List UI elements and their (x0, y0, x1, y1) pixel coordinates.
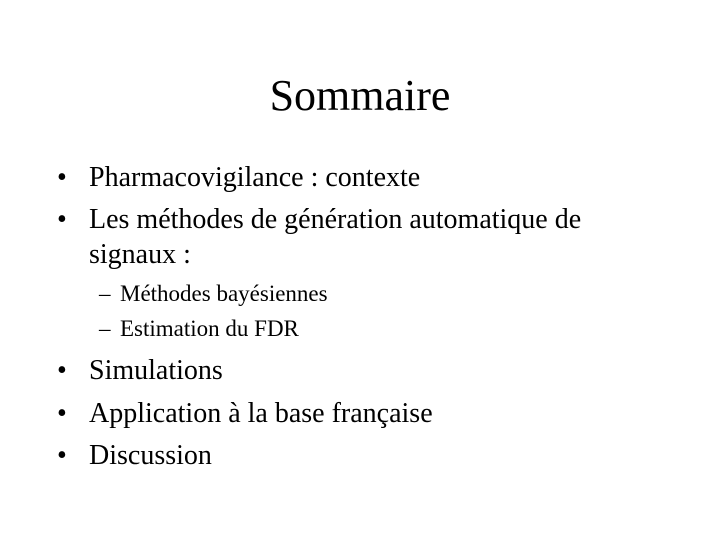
bullet-item-application (57, 396, 677, 431)
bullet-item-simulations (57, 353, 677, 388)
bullet-icon: • (57, 162, 67, 193)
bullet-text: Simulations (89, 355, 223, 386)
bullet-item-methodes (57, 202, 657, 272)
dash-icon: – (99, 281, 111, 306)
bullet-item-discussion (57, 438, 677, 473)
bullet-text: Pharmacovigilance : contexte (89, 162, 421, 193)
bullet-icon: • (57, 440, 67, 471)
bullet-item-pharmacovigilance (57, 160, 677, 195)
bullet-text: Application à la base française (89, 398, 433, 429)
sub-item-fdr (99, 314, 659, 344)
bullet-icon: • (57, 355, 67, 386)
bullet-icon: • (57, 204, 67, 235)
bullet-text: Les méthodes de génération automatique de signaux : (89, 204, 582, 270)
slide-title: Sommaire (269, 71, 451, 120)
bullet-text: Discussion (89, 440, 212, 471)
dash-icon: – (99, 316, 111, 341)
sub-text: Estimation du FDR (120, 316, 299, 341)
sub-text: Méthodes bayésiennes (120, 281, 328, 306)
bullet-icon: • (57, 398, 67, 429)
sub-item-bayesiennes (99, 279, 659, 309)
